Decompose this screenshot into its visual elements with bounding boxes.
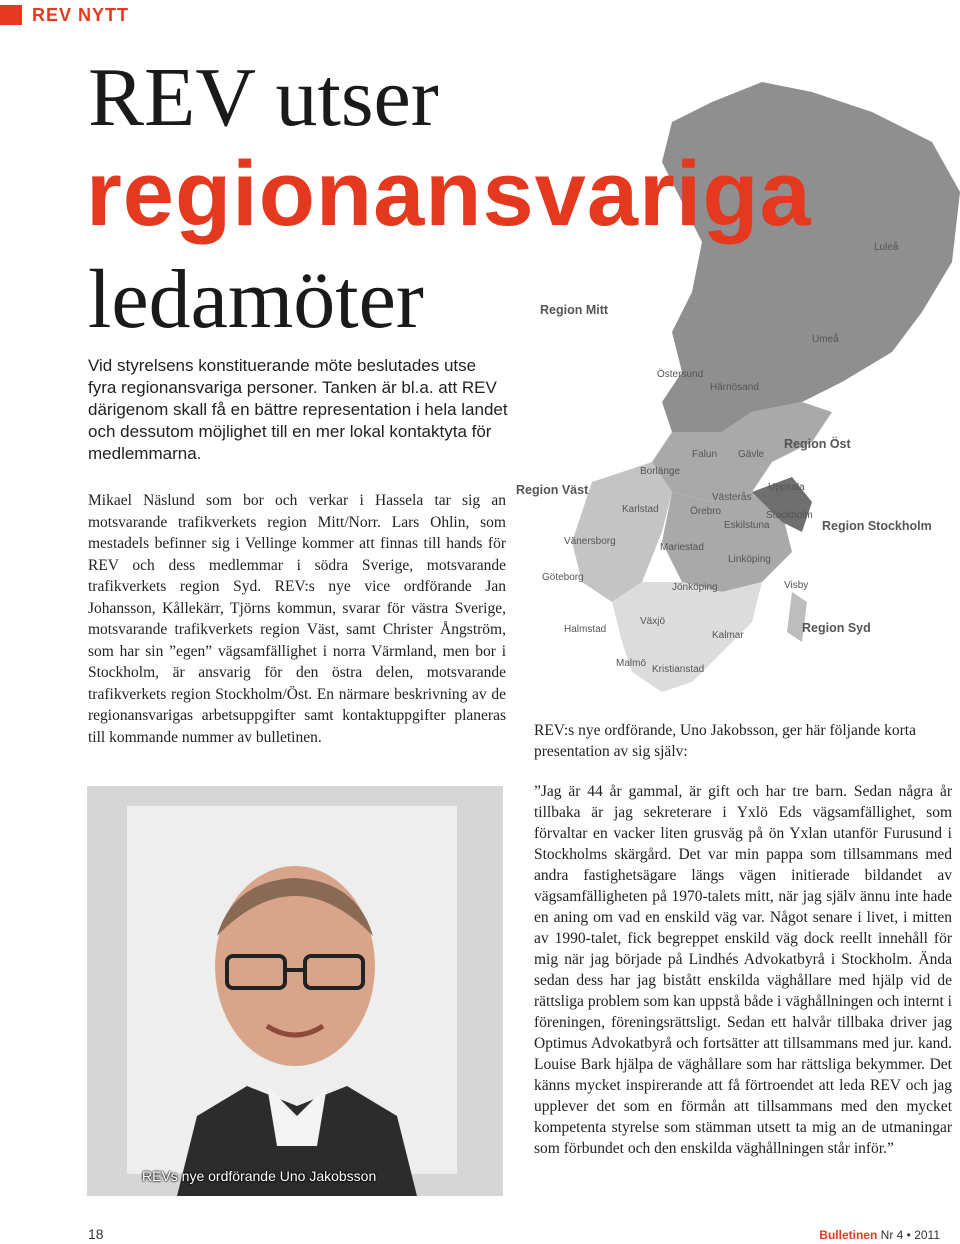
city-vasteras: Västerås xyxy=(712,492,752,503)
lead-paragraph: Vid styrelsens konstituerande möte beslutades utse fyra regionansvariga personer. Tanken är bl.a. att REV därigenom skall få en bättre representation i hela landet och dessutom möjlighet till en mer lokal kontaktyta för medlemmarna. xyxy=(88,356,508,463)
footer xyxy=(819,1228,940,1242)
city-linkoping: Linköping xyxy=(728,554,771,565)
photo-caption: REVs nye ordförande Uno Jakobsson xyxy=(142,1168,377,1184)
title-line-2: regionansvariga xyxy=(86,143,812,245)
city-jonkoping: Jönköping xyxy=(672,582,718,593)
body-paragraph: Mikael Näslund som bor och verkar i Hassela tar sig an motsvarande trafikverkets region Mitt/Norr. Lars Ohlin, som mestadels befinner sig i Vellinge kommer att finnas till hands för REV och dess medlemmar i södra Sverige, motsvarande trafikverkets region Syd. REV:s nye vice ordförande Jan Johansson, Kållekärr, Tjörns kommun, svarar för västra Sverige, motsvarande trafikverkets region Väst, samt Christer Ångström, som har sin ”egen” vägsamfällighet i norra Värmland, men bor i Stockholm, är ansvarig för den östra delen, motsvarande trafikverkets region Stockholm/Öst. En närmare beskrivning av de regionansvarigas arbetsuppgifter samt kontaktuppgifter planeras till kommande nummer av bulletinen. xyxy=(88,492,506,746)
city-vaxjo: Växjö xyxy=(640,616,666,627)
section-marker xyxy=(0,5,22,25)
city-kristianstad: Kristianstad xyxy=(652,664,705,675)
portrait-photo xyxy=(87,786,503,1196)
city-uppsala: Uppsala xyxy=(768,482,805,493)
map-region-norr xyxy=(662,82,960,442)
city-eskilstuna: Eskilstuna xyxy=(724,520,770,531)
city-falun: Falun xyxy=(692,449,718,460)
city-lulea: Luleå xyxy=(874,242,899,253)
title-line-3: ledamöter xyxy=(88,253,424,346)
city-karlstad: Karlstad xyxy=(622,504,659,515)
city-vanersborg: Vänersborg xyxy=(564,536,616,547)
label-region-vast: Region Väst xyxy=(516,483,589,497)
city-visby: Visby xyxy=(784,580,809,591)
section-tag xyxy=(0,4,129,26)
city-halmstad: Halmstad xyxy=(564,624,607,635)
city-gavle: Gävle xyxy=(738,449,765,460)
quote-paragraph: ”Jag är 44 år gammal, är gift och har tre barn. Sedan några år tillbaka är jag sekreterare i Yxlö Eds vägsamfällighet, som förvaltar en vacker liten grusväg på ön Yxlan utanför Furusund i Stockholms skärgård. Det var min pappa som tillsammans med andra fastighetsägare längs vägen initierade bildandet av vägsamfälligheten på 1970-talets mitt, när jag själv ännu inte hade en aning om vad en enskild väg var. Något senare i livet, i mitten av 1990-talet, fick begreppet enskild väg dock reellt innehåll för mig när jag började på Lindhés Advokatbyrå i Stockholm. Ända sedan dess har jag bistått enskilda väghållare med hjälp vid de rättsliga problem som kan uppstå både i väghållningen och internt i föreningen, föreningsrättsligt. Sedan ett halvår tillbaka driver jag Optimus Advokatbyrå och fortsätter att tillsammans med jur. kand. Louise Bark hjälpa de väghållare som har rättsliga bekymmer. Det känns mycket inspirerande att få förtroendet att leda REV och jag upplever det som en förmån att tillsammans med den mycket kompetenta styrelse som stämman utsett ta mig an de utmaningar som förbundet och den enskilda väghållningen står inför.” xyxy=(534,783,952,1157)
city-malmo: Malmö xyxy=(616,658,647,669)
city-ostersund: Östersund xyxy=(657,369,704,380)
footer-brand: Bulletinen xyxy=(819,1228,878,1242)
footer-issue: Nr 4 • 2011 xyxy=(880,1228,940,1242)
section-label: REV NYTT xyxy=(32,4,130,25)
page-number: 18 xyxy=(88,1226,104,1242)
city-mariestad: Mariestad xyxy=(660,542,704,553)
city-stockholm: Stockholm xyxy=(766,510,813,521)
intro-paragraph: REV:s nye ordförande, Uno Jakobsson, ger här följande korta presentation av sig själv: xyxy=(534,722,916,760)
city-umea: Umeå xyxy=(812,334,839,345)
label-region-syd: Region Syd xyxy=(802,621,871,635)
city-borlange: Borlänge xyxy=(640,466,681,477)
city-kalmar: Kalmar xyxy=(712,630,744,641)
label-region-mitt: Region Mitt xyxy=(540,303,609,317)
label-region-ost: Region Öst xyxy=(784,437,851,451)
city-orebro: Örebro xyxy=(690,506,722,517)
label-region-stockholm: Region Stockholm xyxy=(822,519,932,533)
city-harnosand: Härnösand xyxy=(710,382,759,393)
title-line-1: REV utser xyxy=(88,51,439,144)
city-goteborg: Göteborg xyxy=(542,572,584,583)
